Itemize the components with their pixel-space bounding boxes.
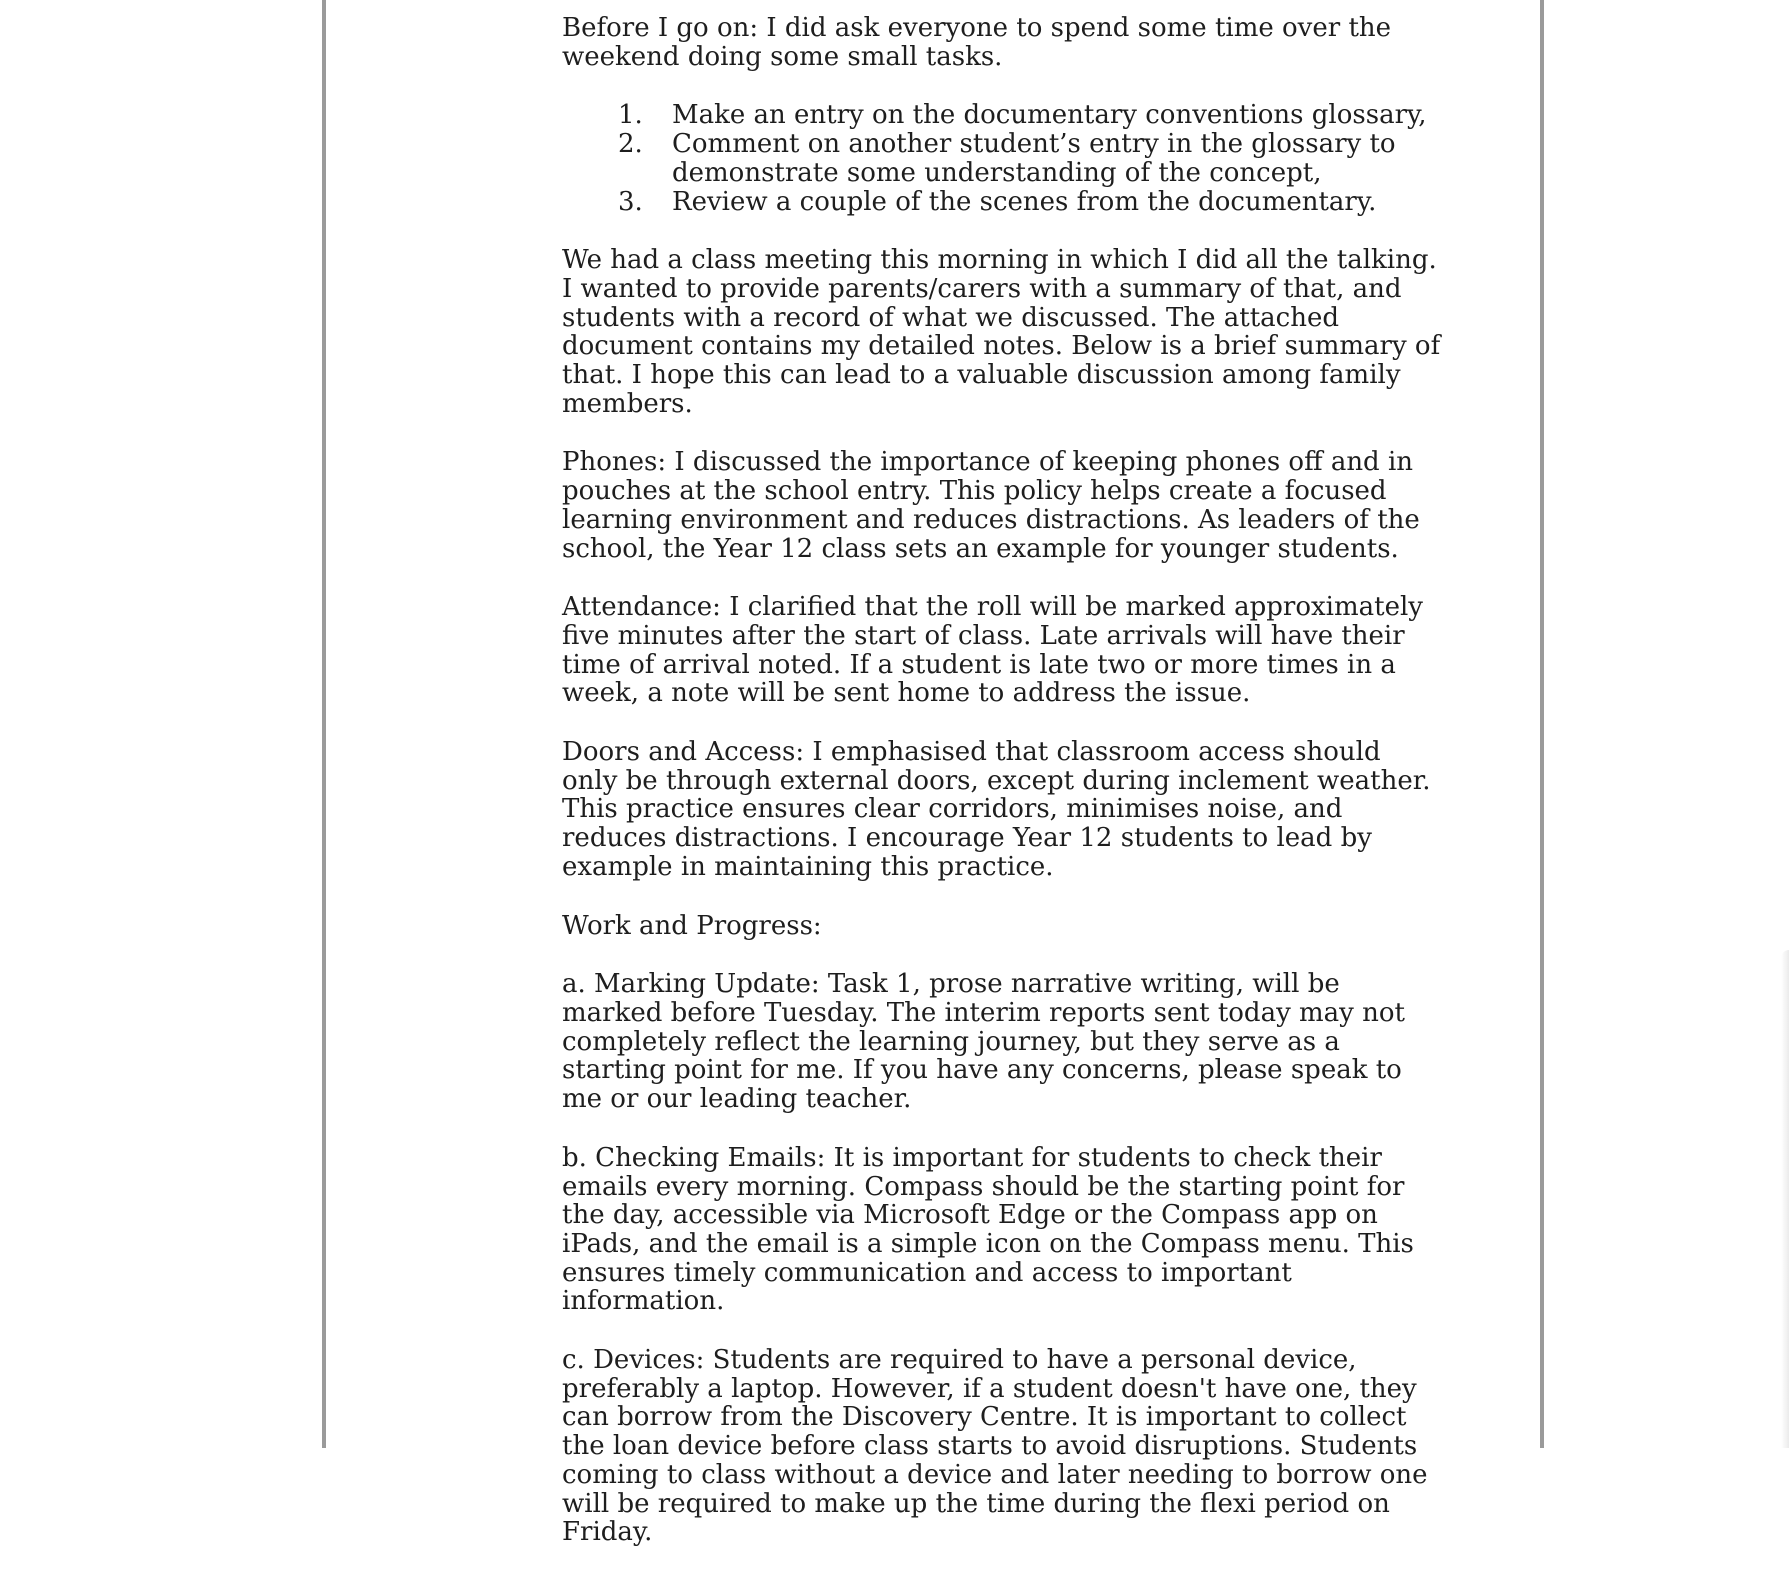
list-item-number: 3. [618, 186, 643, 217]
document-content [562, 14, 1442, 1577]
marking-update-paragraph: a. Marking Update: Task 1, prose narrative writing, will be marked before Tuesday. The interim reports sent today may not completely reflect the learning journey, but they serve as a starting point for me. If you have any concerns, please speak to me or our leading teacher. [562, 969, 1405, 1115]
list-item-text: Review a couple of the scenes from the documentary. [672, 186, 1377, 217]
window-edge-shadow [1781, 950, 1789, 1448]
tasks-list [562, 101, 1442, 216]
doors-access-paragraph: Doors and Access: I emphasised that classroom access should only be through external doors, except during inclement weather. This practice ensures clear corridors, minimises noise, and reduces distractions. I encourage Year 12 students to lead by example in maintaining this practice. [562, 737, 1431, 882]
list-item [562, 130, 1442, 187]
devices-paragraph: c. Devices: Students are required to have a personal device, preferably a laptop. However, if a student doesn't have one, they can borrow from the Discovery Centre. It is important to collect the loan device before class starts to avoid disruptions. Students coming to class without a device and later needing to borrow one will be required to make up the time during the flexi period on Friday. [562, 1345, 1428, 1548]
phones-paragraph: Phones: I discussed the importance of keeping phones off and in pouches at the school entry. This policy helps create a focused learning environment and reduces distractions. As leaders of the school, the Year 12 class sets an example for younger students. [562, 447, 1420, 564]
list-item-text: Make an entry on the documentary conventions glossary, [672, 100, 1427, 131]
list-item [562, 188, 1442, 217]
attendance-paragraph: Attendance: I clarified that the roll will be marked approximately five minutes after the start of class. Late arrivals will have their time of arrival noted. If a student is late two or more times in a week, a note will be sent home to address the issue. [562, 592, 1423, 709]
meeting-summary-paragraph: We had a class meeting this morning in which I did all the talking. I wanted to provide parents/carers with a summary of that, and students with a record of what we discussed. The attached document contains my detailed notes. Below is a brief summary of that. I hope this can lead to a valuable discussion among family members. [562, 245, 1441, 419]
list-item-text: Comment on another student’s entry in the glossary to demonstrate some understanding of the concept, [672, 129, 1396, 188]
checking-emails-paragraph: b. Checking Emails: It is important for students to check their emails every morning. Compass should be the starting point for the day, accessible via Microsoft Edge or the Compass app on iPads, and the email is a simple icon on the Compass menu. This ensures timely communication and access to important information. [562, 1142, 1414, 1317]
intro-paragraph: Before I go on: I did ask everyone to spend some time over the weekend doing some small tasks. [562, 13, 1392, 72]
list-item-number: 1. [618, 100, 643, 131]
document-page [322, 0, 1544, 1548]
list-item-number: 2. [618, 129, 643, 160]
work-progress-heading: Work and Progress: [562, 910, 822, 941]
list-item [562, 101, 1442, 130]
